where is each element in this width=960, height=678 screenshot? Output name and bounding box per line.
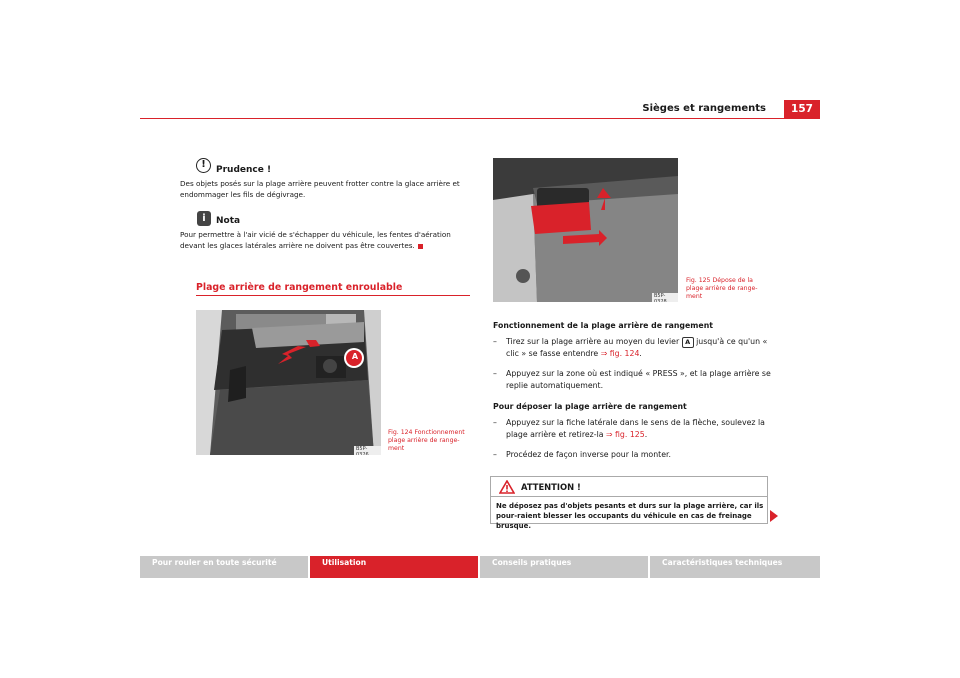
warning-headbar: [491, 477, 767, 497]
tab-technical-specs[interactable]: Caractéristiques techniques: [650, 556, 820, 578]
tab-practical-tips[interactable]: Conseils pratiques: [480, 556, 648, 578]
end-of-section-marker: [418, 244, 423, 249]
warning-heading: ATTENTION !: [521, 482, 581, 492]
tab-safety[interactable]: Pour rouler en toute sécurité: [140, 556, 308, 578]
trunk-illustration: [196, 310, 381, 455]
header-title: Sièges et rangements: [642, 103, 766, 114]
figure-125-code: B5P-0328: [652, 293, 678, 302]
cover-removal-illustration: [493, 158, 678, 302]
removal-heading: Pour déposer la plage arrière de rangement: [493, 402, 687, 411]
fig-124-link[interactable]: ⇒ fig. 124: [600, 349, 640, 358]
operation-step2-dash: –: [493, 369, 497, 378]
prudence-text: Des objets posés sur la plage arrière peuvent frotter contre la glace arrière et endommager les fils de dégivrage.: [180, 179, 460, 199]
next-page-arrow-icon[interactable]: [770, 510, 778, 522]
operation-step1-dash: –: [493, 337, 497, 346]
lever-A-badge: A: [682, 337, 694, 348]
figure-124-photo: [196, 310, 381, 455]
operation-heading: Fonctionnement de la plage arrière de rangement: [493, 321, 713, 330]
page-number: 157: [784, 100, 820, 118]
nota-heading: Nota: [216, 216, 241, 226]
warning-triangle-icon: [499, 480, 515, 494]
nota-icon: i: [197, 211, 211, 226]
section-heading: Plage arrière de rangement enroulable: [196, 282, 403, 293]
section-rule: [196, 295, 470, 296]
figure-124-label-A: A: [351, 352, 359, 361]
removal-step1-pre: Appuyez sur la fiche latérale dans le sens de la flèche, soulevez la plage arrière et retirez-la: [506, 418, 765, 439]
removal-step1-dash: –: [493, 418, 497, 427]
figure-125-caption: Fig. 125 Dépose de la plage arrière de range-ment: [686, 277, 758, 300]
operation-step2: Appuyez sur la zone où est indiqué « PRESS », et la plage arrière se replie automatiquement.: [506, 369, 771, 390]
exclamation-circle-icon: !: [196, 158, 211, 173]
operation-step1: Tirez sur la plage arrière au moyen du levier A jusqu'à ce qu'un « clic » se fasse entendre ⇒ fig. 124.: [506, 337, 768, 358]
figure-124-code: B5P-0326: [354, 446, 381, 455]
figure-124-caption: Fig. 124 Fonctionnement plage arrière de range-ment: [388, 429, 465, 452]
nota-text-body: Pour permettre à l'air vicié de s'échapper du véhicule, les fentes d'aération devant les glaces latérales arrière ne doivent pas être couvertes.: [180, 230, 451, 250]
operation-step1-pre: Tirez sur la plage arrière au moyen du levier: [506, 337, 680, 346]
removal-step2-dash: –: [493, 450, 497, 459]
fig-125-link[interactable]: ⇒ fig. 125: [606, 430, 645, 439]
figure-125-photo: [493, 158, 678, 302]
nota-text: [180, 229, 470, 251]
removal-step1: Appuyez sur la fiche latérale dans le sens de la flèche, soulevez la plage arrière et retirez-la ⇒ fig. 125.: [506, 418, 765, 439]
header-rule: [140, 118, 820, 119]
removal-step2: Procédez de façon inverse pour la monter.: [506, 450, 671, 459]
operation-step1-post: jusqu'à ce qu'un « clic » se fasse entendre: [506, 337, 768, 358]
prudence-heading: Prudence !: [216, 165, 272, 175]
warning-text: Ne déposez pas d'objets pesants et durs sur la plage arrière, car ils pour-raient blesser les occupants du véhicule en cas de freinage brusque.: [496, 502, 764, 530]
warning-box: [490, 476, 768, 530]
tab-usage[interactable]: Utilisation: [310, 556, 478, 578]
